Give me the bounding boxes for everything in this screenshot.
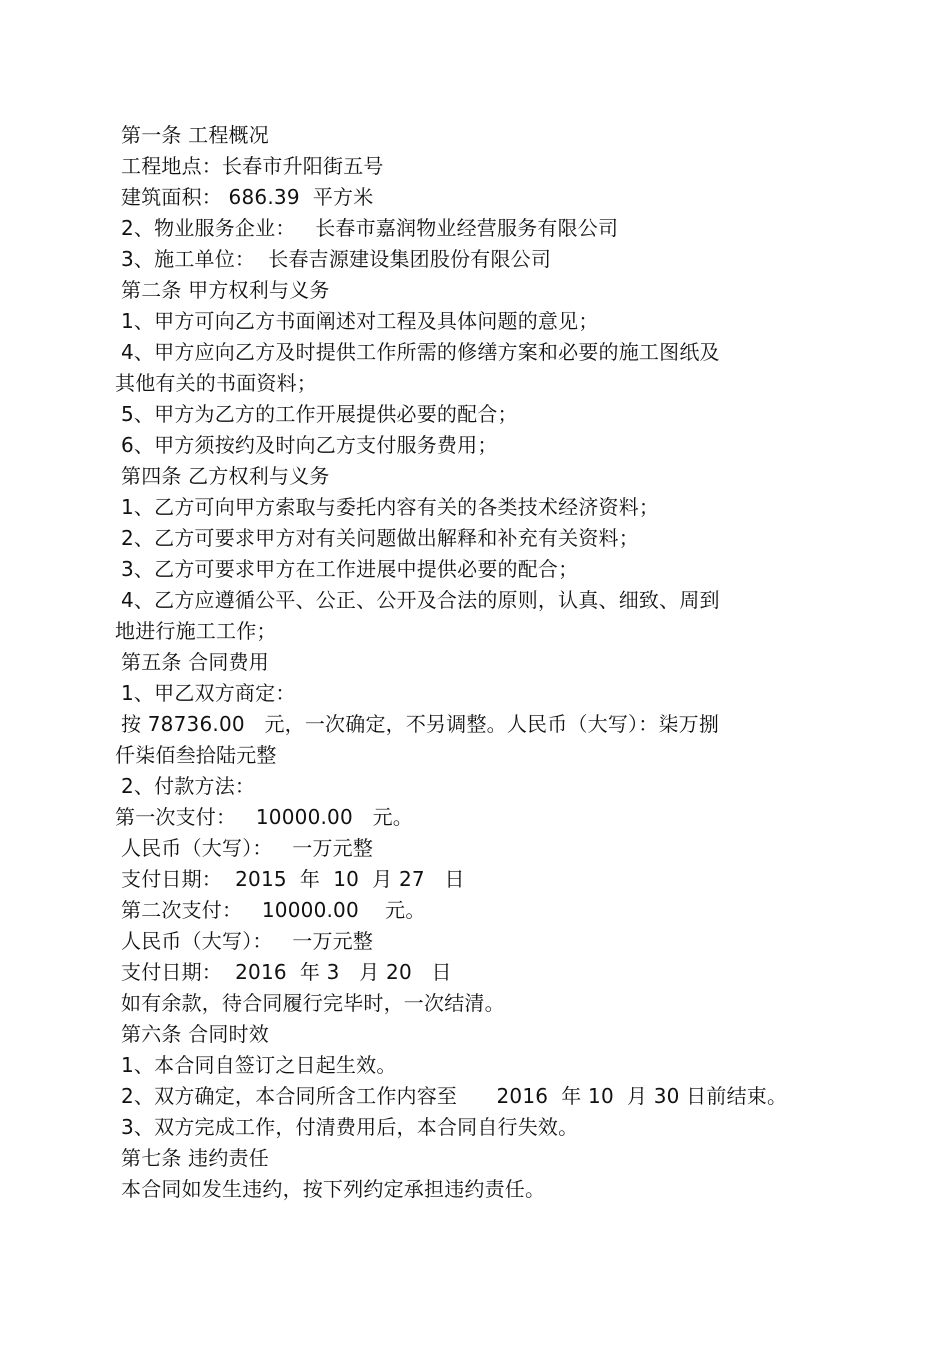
remaining-balance: 如有余款，待合同履行完毕时，一次结清。 [121, 991, 505, 1015]
article-7-heading: 第七条 违约责任 [121, 1146, 269, 1170]
fee-agreement: 1、甲乙双方商定： [121, 681, 296, 705]
project-location: 工程地点：长春市升阳街五号 [121, 154, 384, 178]
party-b-clause-2: 2、乙方可要求甲方对有关问题做出解释和补充有关资料； [121, 526, 639, 550]
fee-amount: 按 78736.00 元，一次确定，不另调整。人民币（大写）：柒万捌 [121, 712, 720, 736]
party-a-clause-4: 4、甲方应向乙方及时提供工作所需的修缮方案和必要的施工图纸及 [121, 340, 720, 364]
party-b-clause-4-cont: 地进行施工工作； [115, 619, 277, 643]
article-2-heading: 第二条 甲方权利与义务 [121, 278, 330, 302]
article-6-heading: 第六条 合同时效 [121, 1022, 269, 1046]
party-a-clause-5: 5、甲方为乙方的工作开展提供必要的配合； [121, 402, 518, 426]
breach-clause: 本合同如发生违约，按下列约定承担违约责任。 [121, 1177, 546, 1201]
article-4-heading: 第四条 乙方权利与义务 [121, 464, 330, 488]
validity-clause-1: 1、本合同自签订之日起生效。 [121, 1053, 397, 1077]
fee-amount-cont: 仟柒佰叁拾陆元整 [115, 743, 277, 767]
building-area: 建筑面积： 686.39 平方米 [121, 185, 374, 209]
second-payment: 第二次支付： 10000.00 元。 [121, 898, 426, 922]
second-payment-date: 支付日期： 2016 年 3 月 20 日 [121, 960, 452, 984]
first-payment: 第一次支付： 10000.00 元。 [115, 805, 413, 829]
first-payment-date: 支付日期： 2015 年 10 月 27 日 [121, 867, 465, 891]
party-a-clause-6: 6、甲方须按约及时向乙方支付服务费用； [121, 433, 498, 457]
second-payment-rmb: 人民币（大写）： 一万元整 [121, 929, 374, 953]
party-a-clause-4-cont: 其他有关的书面资料； [115, 371, 317, 395]
validity-clause-3: 3、双方完成工作，付清费用后，本合同自行失效。 [121, 1115, 579, 1139]
party-b-clause-1: 1、乙方可向甲方索取与委托内容有关的各类技术经济资料； [121, 495, 660, 519]
property-service-company: 2、物业服务企业： 长春市嘉润物业经营服务有限公司 [121, 216, 619, 240]
article-1-heading: 第一条 工程概况 [121, 123, 269, 147]
party-a-clause-1: 1、甲方可向乙方书面阐述对工程及具体问题的意见； [121, 309, 599, 333]
first-payment-rmb: 人民币（大写）： 一万元整 [121, 836, 374, 860]
construction-unit: 3、施工单位： 长春吉源建设集团股份有限公司 [121, 247, 552, 271]
article-5-heading: 第五条 合同费用 [121, 650, 269, 674]
party-b-clause-3: 3、乙方可要求甲方在工作进展中提供必要的配合； [121, 557, 579, 581]
party-b-clause-4: 4、乙方应遵循公平、公正、公开及合法的原则，认真、细致、周到 [121, 588, 720, 612]
validity-clause-2: 2、双方确定，本合同所含工作内容至 2016 年 10 月 30 日前结束。 [121, 1084, 788, 1108]
payment-method: 2、付款方法： [121, 774, 256, 798]
